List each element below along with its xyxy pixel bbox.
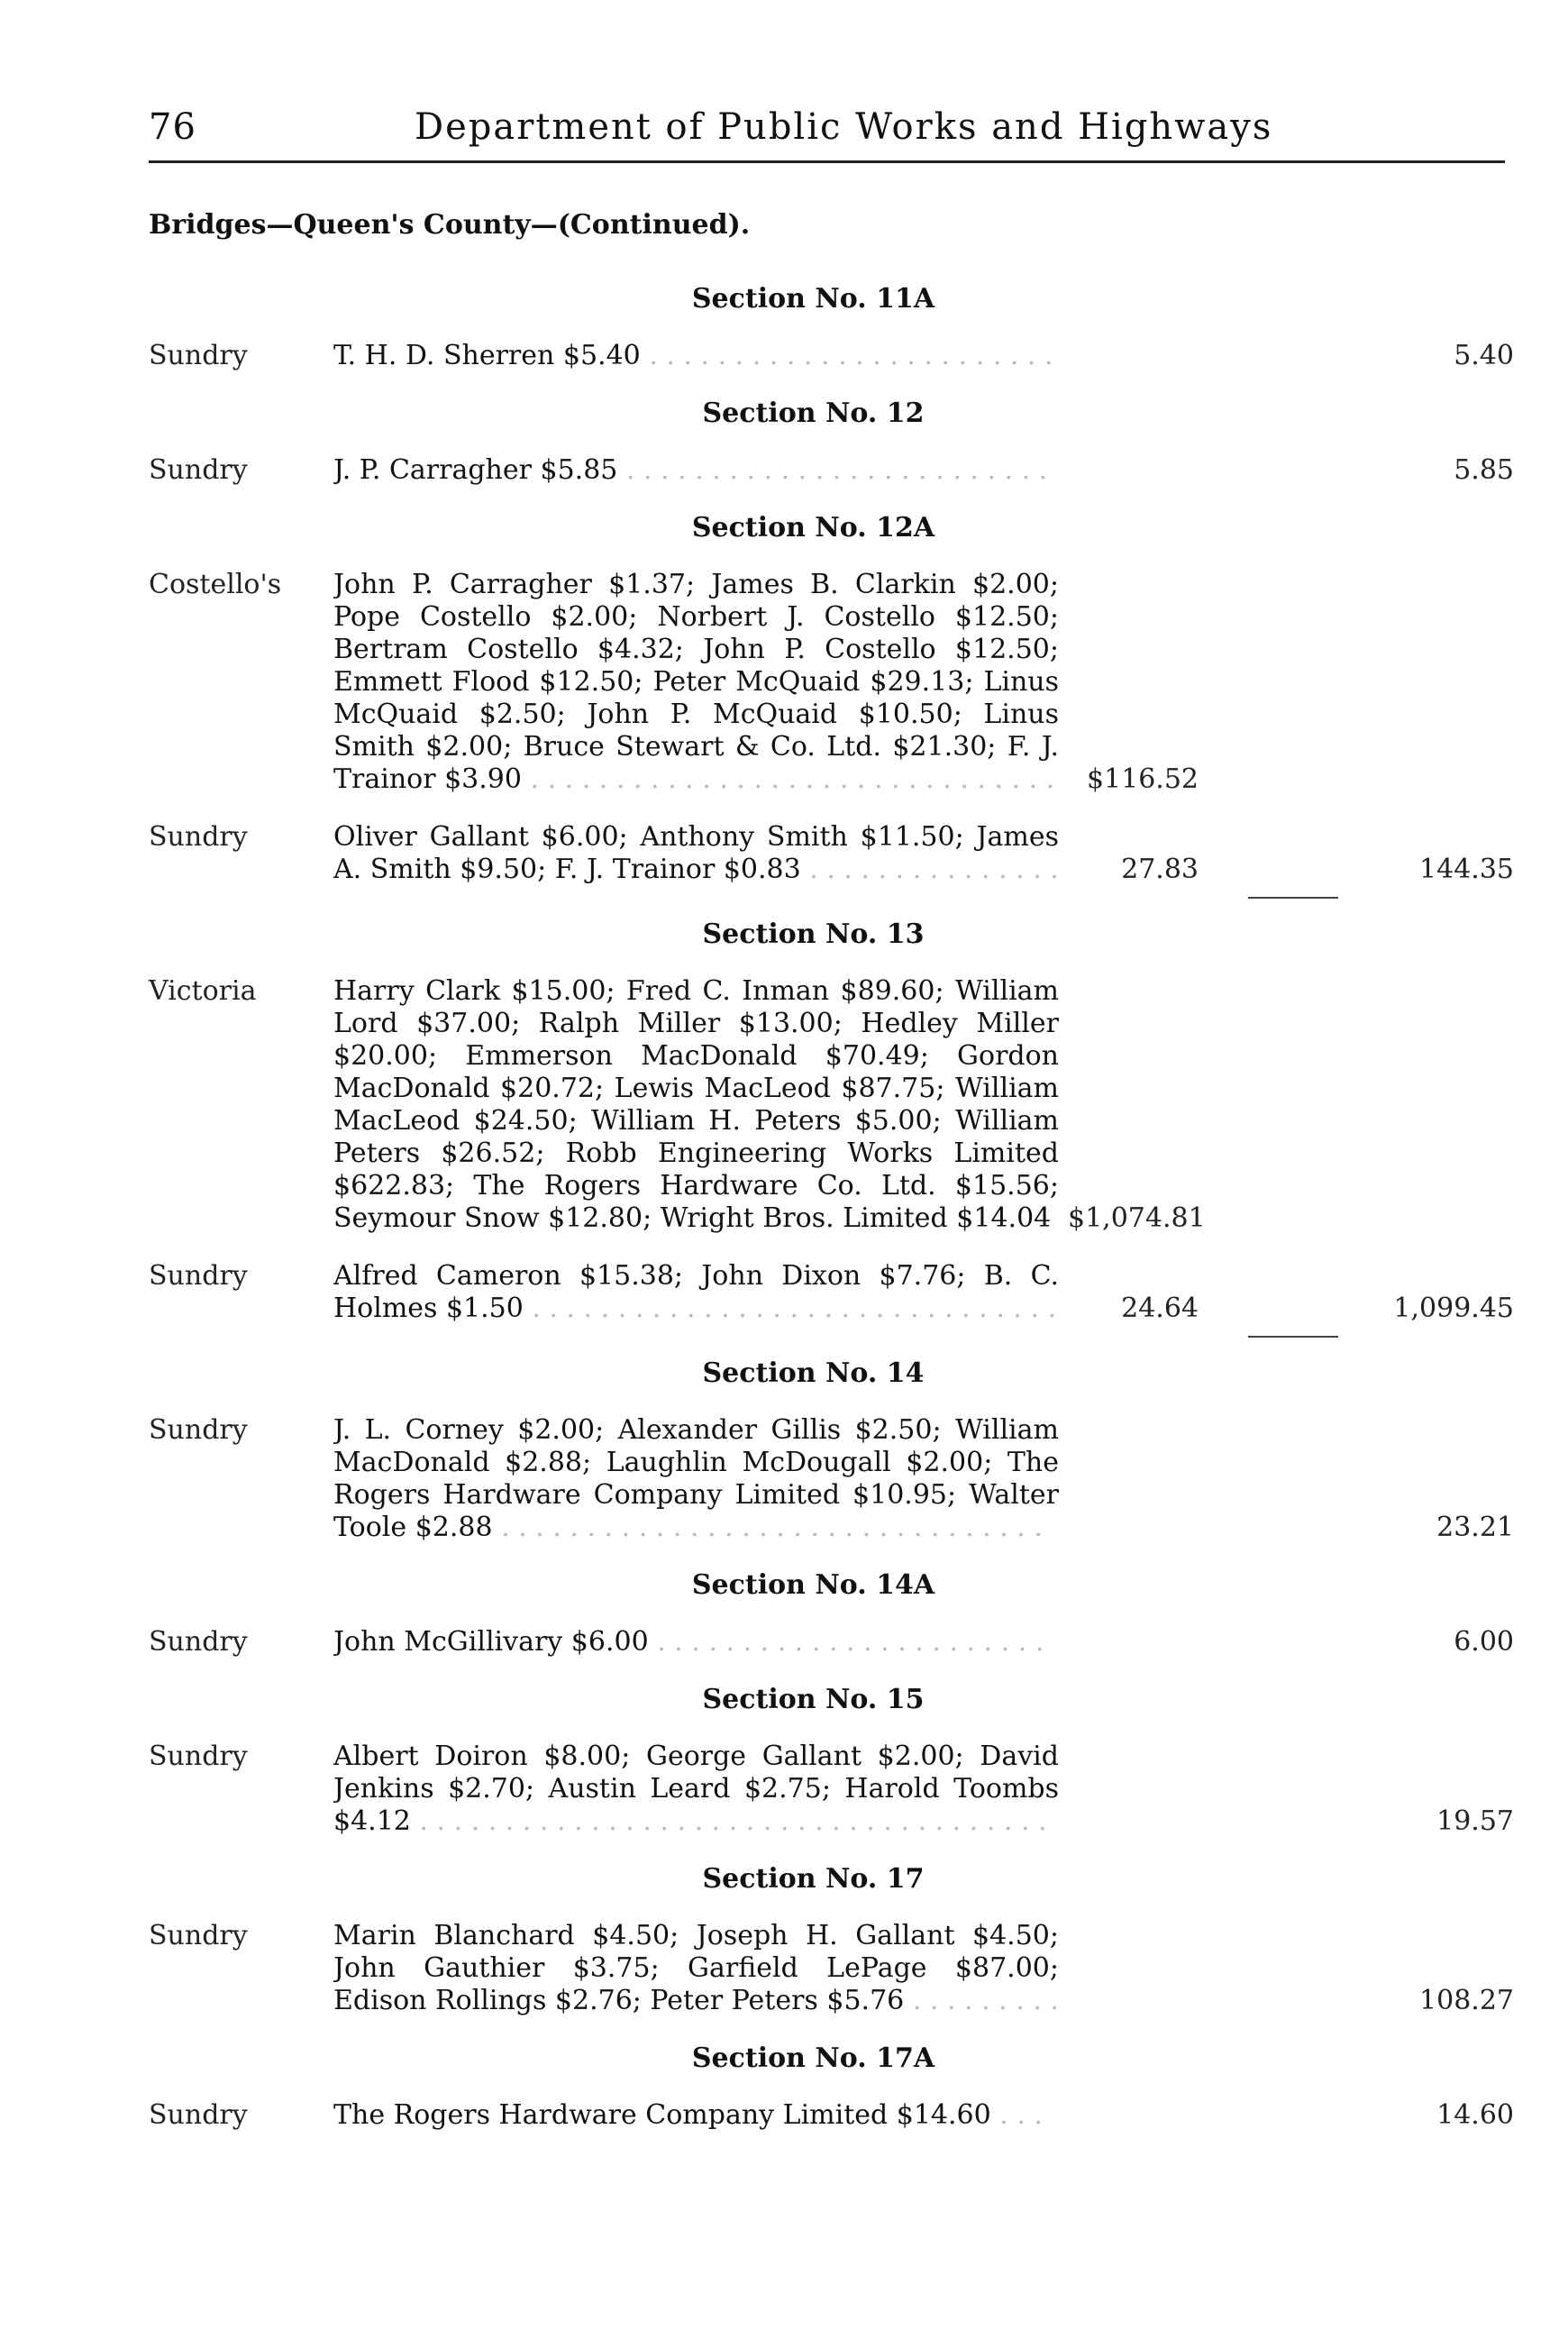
entry-location: Sundry bbox=[149, 821, 248, 853]
ledger-entry bbox=[149, 454, 1514, 487]
page-header bbox=[149, 106, 1505, 163]
entry-payees bbox=[333, 1741, 1068, 1838]
entry-payees-text: John P. Carragher $1.37; James B. Clarkin $2.00; Pope Costello $2.00; Norbert J. Costello $12.50; Bertram Costello $4.32; John P. Costello $12.50; Emmett Flood $12.50; Peter McQuaid $29.13; Linus McQuaid $2.50; John P. McQuaid $10.50; Linus Smith $2.00; Bruce Stewart & Co. Ltd. $21.30; F. J. Trainor $3.90 . . . . . . . . . . . . . . . . . . . . . . . . . . . . . . . bbox=[333, 569, 1059, 795]
entry-payees-text: The Rogers Hardware Company Limited $14.60 . . . bbox=[333, 2099, 1043, 2131]
page-heading: Bridges—Queen's County—(Continued). bbox=[149, 209, 751, 241]
entry-total: 14.60 bbox=[1436, 2099, 1514, 2131]
section-title: Section No. 14 bbox=[702, 1357, 925, 1389]
entry-total: 5.40 bbox=[1454, 340, 1514, 371]
entry-payees bbox=[333, 569, 1068, 796]
entry-total: 108.27 bbox=[1419, 1985, 1514, 2016]
entry-payees-text: Alfred Cameron $15.38; John Dixon $7.76; B. C. Holmes $1.50 . . . . . . . . . . . . . . . . . . . . . . . . . . . . . . . bbox=[333, 1260, 1059, 1324]
section-title: Section No. 14A bbox=[691, 1569, 935, 1601]
entry-location: Victoria bbox=[149, 975, 257, 1007]
section-title: Section No. 12 bbox=[702, 397, 925, 429]
entry-payees bbox=[333, 821, 1068, 886]
subtotal-rule bbox=[1248, 897, 1338, 899]
section-title: Section No. 15 bbox=[702, 1684, 925, 1715]
entry-payees bbox=[333, 1920, 1068, 2017]
dot-leader: . . . . . . . . . . . . . . . bbox=[800, 854, 1059, 885]
section-title: Section No. 17 bbox=[702, 1863, 925, 1895]
entry-location: Costello's bbox=[149, 569, 282, 600]
dot-leader: . . . . . . . . . . . . . . . . . . . . . . . . bbox=[640, 340, 1053, 371]
entry-payees-text: J. L. Corney $2.00; Alexander Gillis $2.50; William MacDonald $2.88; Laughlin McDougall $2.00; The Rogers Hardware Company Limited $10.95; Walter Toole $2.88 . . . . . . . . . . . . . . . . . . . . . . . . . . . . . . . . bbox=[333, 1414, 1059, 1543]
entry-location: Sundry bbox=[149, 1414, 248, 1446]
entry-location: Sundry bbox=[149, 1741, 248, 1772]
section-title: Section No. 12A bbox=[691, 512, 935, 544]
entry-location: Sundry bbox=[149, 1260, 248, 1292]
dot-leader: . . . . . . . . . . . . . . . . . . . . . . . bbox=[648, 1626, 1044, 1658]
entry-payees-text: Albert Doiron $8.00; George Gallant $2.00; David Jenkins $2.70; Austin Leard $2.75; Harold Toombs $4.12 . . . . . . . . . . . . . . . . . . . . . . . . . . . . . . . . . . . . . bbox=[333, 1741, 1059, 1837]
ledger-content bbox=[149, 270, 1514, 2157]
entry-payees-text: Harry Clark $15.00; Fred C. Inman $89.60; William Lord $37.00; Ralph Miller $13.00; Hedley Miller $20.00; Emmerson MacDonald $70.49; Gordon MacDonald $20.72; Lewis MacLeod $87.75; William MacLeod $24.50; William H. Peters $5.00; William Peters $26.52; Robb Engineering Works Limited $622.83; The Rogers Hardware Co. Ltd. $15.56; Seymour Snow $12.80; Wright Bros. Limited $14.04 bbox=[333, 975, 1059, 1234]
entry-payees bbox=[333, 1626, 1068, 1658]
dot-leader: . . . . . . . . . bbox=[904, 1985, 1059, 2016]
ledger-entry bbox=[149, 569, 1514, 796]
ledger-entry bbox=[149, 1260, 1514, 1325]
dot-leader: . . . . . . . . . . . . . . . . . . . . . . . . . . . . . . . . bbox=[492, 1512, 1043, 1543]
entry-total: 19.57 bbox=[1436, 1805, 1514, 1837]
entry-location: Sundry bbox=[149, 2099, 248, 2131]
entry-total: 144.35 bbox=[1419, 854, 1514, 885]
entry-subtotal: 27.83 bbox=[1121, 854, 1199, 885]
running-title: Department of Public Works and Highways bbox=[415, 106, 1273, 148]
entry-subtotal: $1,074.81 bbox=[1068, 1202, 1206, 1234]
entry-payees-text: T. H. D. Sherren $5.40 . . . . . . . . . . . . . . . . . . . . . . . . bbox=[333, 340, 1053, 371]
page-number: 76 bbox=[149, 106, 196, 148]
ledger-entry bbox=[149, 1920, 1514, 2017]
ledger-entry bbox=[149, 1741, 1514, 1838]
entry-total: 5.85 bbox=[1454, 454, 1514, 486]
entry-location: Sundry bbox=[149, 454, 248, 486]
entry-payees bbox=[333, 340, 1068, 372]
ledger-entry bbox=[149, 1626, 1514, 1658]
entry-subtotal: $116.52 bbox=[1086, 763, 1199, 795]
entry-payees-text: J. P. Carragher $5.85 . . . . . . . . . . . . . . . . . . . . . . . . . bbox=[333, 454, 1048, 486]
entry-location: Sundry bbox=[149, 340, 248, 371]
entry-location: Sundry bbox=[149, 1920, 248, 1951]
entry-payees bbox=[333, 1414, 1068, 1544]
entry-subtotal: 24.64 bbox=[1121, 1293, 1199, 1324]
entry-payees bbox=[333, 2099, 1068, 2132]
entry-total: 6.00 bbox=[1454, 1626, 1514, 1658]
ledger-entry bbox=[149, 340, 1514, 372]
dot-leader: . . . . . . . . . . . . . . . . . . . . . . . . . . . . . . . bbox=[523, 1293, 1057, 1324]
ledger-entry bbox=[149, 975, 1514, 1235]
section-title: Section No. 13 bbox=[702, 918, 925, 950]
entry-payees-text: Marin Blanchard $4.50; Joseph H. Gallant $4.50; John Gauthier $3.75; Garfield LePage $87.00; Edison Rollings $2.76; Peter Peters $5.76 . . . . . . . . . bbox=[333, 1920, 1059, 2016]
entry-payees bbox=[333, 1260, 1068, 1325]
section-title: Section No. 17A bbox=[691, 2042, 935, 2074]
ledger-entry bbox=[149, 821, 1514, 886]
entry-payees-text: John McGillivary $6.00 . . . . . . . . . . . . . . . . . . . . . . . bbox=[333, 1626, 1044, 1658]
entry-payees bbox=[333, 454, 1068, 487]
entry-total: 1,099.45 bbox=[1393, 1293, 1514, 1324]
ledger-entry bbox=[149, 2099, 1514, 2132]
section-title: Section No. 11A bbox=[691, 283, 935, 315]
entry-payees bbox=[333, 975, 1068, 1235]
entry-payees-text: Oliver Gallant $6.00; Anthony Smith $11.50; James A. Smith $9.50; F. J. Trainor $0.83 . . . . . . . . . . . . . . . bbox=[333, 821, 1059, 885]
dot-leader: . . . . . . . . . . . . . . . . . . . . . . . . . . . . . . . . . . . . . bbox=[410, 1805, 1047, 1837]
subtotal-rule bbox=[1248, 1336, 1338, 1338]
entry-total: 23.21 bbox=[1436, 1512, 1514, 1543]
dot-leader: . . . . . . . . . . . . . . . . . . . . . . . . . . . . . . . bbox=[521, 763, 1055, 795]
entry-location: Sundry bbox=[149, 1626, 248, 1658]
dot-leader: . . . bbox=[990, 2099, 1043, 2131]
ledger-entry bbox=[149, 1414, 1514, 1544]
dot-leader: . . . . . . . . . . . . . . . . . . . . . . . . . bbox=[617, 454, 1048, 486]
